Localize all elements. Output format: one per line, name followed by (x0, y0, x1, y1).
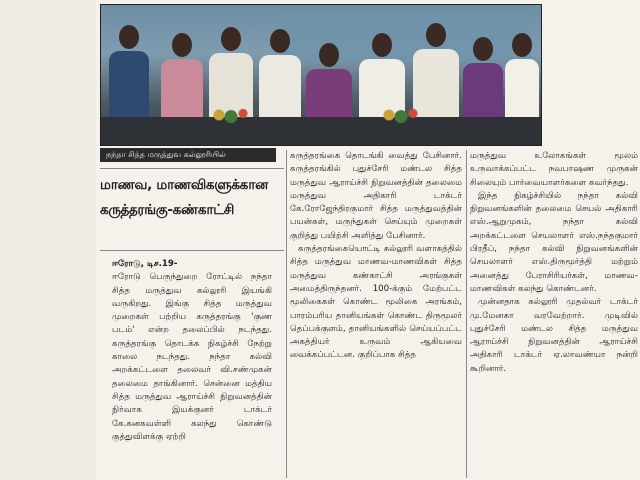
article-paragraph: கருத்தரங்கை தொடங்கி வைத்து பேசினார். கருத்தரங்கில் புதுச்சேரி மண்டல சித்த மருத்துவ ஆராய்ச்சி நிறுவனத்தின் தலைமை மருத்துவ அதிகாரி டாக்டர் கே.ரோஜேந்திரகுமார் சித்த மருத்துவத்தின் பயன்கள், மருந்துகள் செய்யும் முறைகள் குறித்து பயிற்சி அளித்து பேசினார். (290, 151, 462, 241)
photo-flowers (371, 107, 431, 123)
headline: மாணவ, மாணவிகளுக்கான (100, 177, 268, 193)
photo-table (101, 117, 541, 145)
article-paragraph: முன்னதாக கல்லூரி முதல்வர் டாக்டர் மு.மேனகா வரவேற்றார். முடிவில் புதுச்சேரி மண்டல சித்த மருத்துவ ஆராய்ச்சி நிறுவனத்தின் ஆராய்ச்சி அதிகாரி டாக்டர் ஏ.லாவண்யா நன்றி கூறினார். (470, 297, 638, 374)
article-column-2 (290, 150, 462, 363)
headline-rule (100, 250, 284, 251)
column-divider (286, 150, 287, 478)
article-column-1 (112, 258, 272, 444)
headline-rule (100, 168, 284, 169)
article-paragraph: இந்த நிகழ்ச்சியில் நந்தா கல்வி நிறுவனங்களின் தலைமை செயல் அதிகாரி எஸ்.ஆறுமுகம், நந்தா கல்வி அறக்கட்டளை செயலாளர் எஸ்.நந்தகுமார் பிரதீப், நந்தா கல்வி நிறுவனங்களின் செயலாளர் எஸ்.திருமூர்த்தி மற்றும் அனைத்து பேராசிரியர்கள், மாணவ- மாணவிகள் கலந்து கொண்டனர். (470, 190, 638, 294)
article-column-3 (470, 150, 638, 376)
photo-caption: நந்தா சித்த மருத்துவ கல்லூரியில் (100, 148, 276, 162)
event-photo (100, 4, 542, 146)
article-dateline: ஈரோடு, டிச.19- (112, 259, 178, 269)
article-paragraph: ஈரோடு பெருந்துறை ரோட்டில் நந்தா சித்த மருத்துவ கல்லூரி இயங்கி வருகிறது. இங்கு சித்த மருத்துவ முறைகள் பற்றிய கருத்தரங்கு 'குண படம்' என்ற தலைப்பில் நடந்தது. கருத்தரங்கு தொடக்க நிகழ்ச்சி நேற்று காலை நடந்தது. நந்தா கல்வி அறக்கட்டளை தலைவர் வி.சண்முகன் தலைமை தாங்கினார். சென்னை மத்திய சித்த மருத்துவ ஆராய்ச்சி நிறுவனத்தின் நிர்வாக இயக்குனர் டாக்டர் கே.கனகவள்ளி கலந்து கொண்டு குத்துவிளக்கு ஏற்றி (112, 272, 272, 442)
headline-secondary: கருத்தரங்கு-கண்காட்சி (100, 202, 234, 218)
column-divider (466, 150, 467, 478)
photo-flowers (201, 107, 261, 123)
article-paragraph: கருத்தரங்கையொட்டி கல்லூரி வளாகத்தில் சித்த மருத்துவ மாணவ-மாணவிகள் சித்த மருத்துவ கண்காட்சி அரங்குகள் அமைத்திருந்தனர். 100-க்கும் மேற்பட்ட மூலிகைகள் கொண்ட மூலிகை அரங்கம், பாரம்பரிய தானியங்கள் கொண்ட திருமூலர் தெப்பக்குளம், தானியங்களில் செய்யப்பட்ட அகத்தியர் உருவம் ஆகியவை வைக்கப்பட்டன. குறிப்பாக சித்த (290, 244, 462, 361)
article-paragraph: மருத்துவ உலோகங்கள் மூலம் உருவாக்கப்பட்ட நவபாஷண முருகன் சிலையும் பார்வையாளர்களை கவர்ந்தது. (470, 151, 638, 188)
